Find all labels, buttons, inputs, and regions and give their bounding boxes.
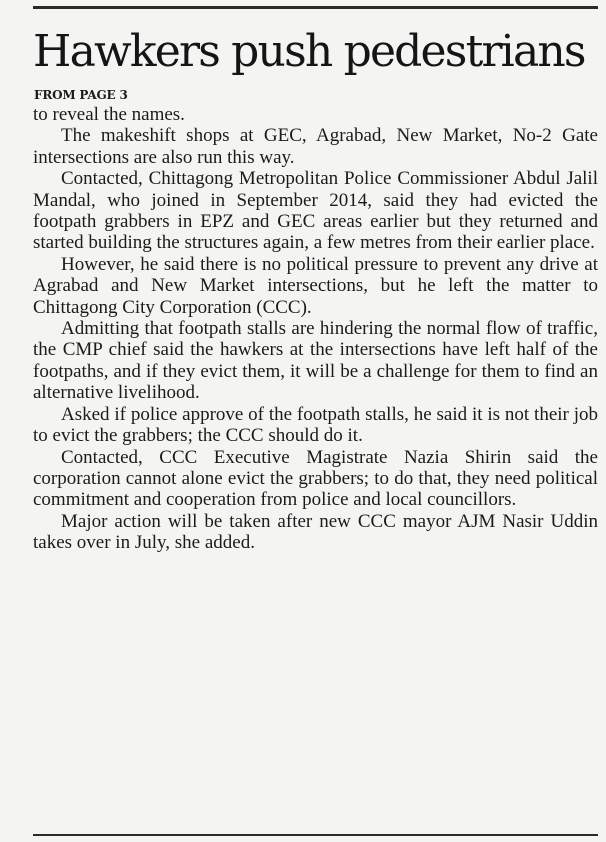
paragraph: Contacted, Chittagong Metropolitan Police Commissioner Abdul Jalil Mandal, who joined in September 2014, said they had evicted the footpath grabbers in EPZ and GEC areas earlier but they returned and started building the structures again, a few metres from their earlier place.	[33, 168, 598, 254]
paragraph: to reveal the names.	[33, 104, 185, 125]
article-body	[33, 104, 598, 554]
top-rule	[33, 6, 598, 9]
paragraph: Admitting that footpath stalls are hindering the normal flow of traffic, the CMP chief said the hawkers at the intersections have left half of the footpaths, and if they evict them, it will be a challenge for them to find an alternative livelihood.	[33, 318, 598, 404]
paragraph: Major action will be taken after new CCC mayor AJM Nasir Uddin takes over in July, she added.	[33, 510, 598, 554]
dateline: FROM PAGE 3	[34, 88, 128, 102]
bottom-rule	[33, 834, 598, 836]
paragraph: The makeshift shops at GEC, Agrabad, New Market, No-2 Gate intersections are also run this way.	[33, 125, 598, 168]
paragraph: Asked if police approve of the footpath stalls, he said it is not their job to evict the grabbers; the CCC should do it.	[33, 403, 598, 447]
paragraph: Contacted, CCC Executive Magistrate Nazia Shirin said the corporation cannot alone evict the grabbers; to do that, they need political commitment and cooperation from police and local councillors.	[33, 446, 598, 511]
paragraph: However, he said there is no political pressure to prevent any drive at Agrabad and New Market intersections, but he left the matter to Chittagong City Corporation (CCC).	[33, 253, 598, 318]
headline: Hawkers push pedestrians	[33, 26, 585, 77]
